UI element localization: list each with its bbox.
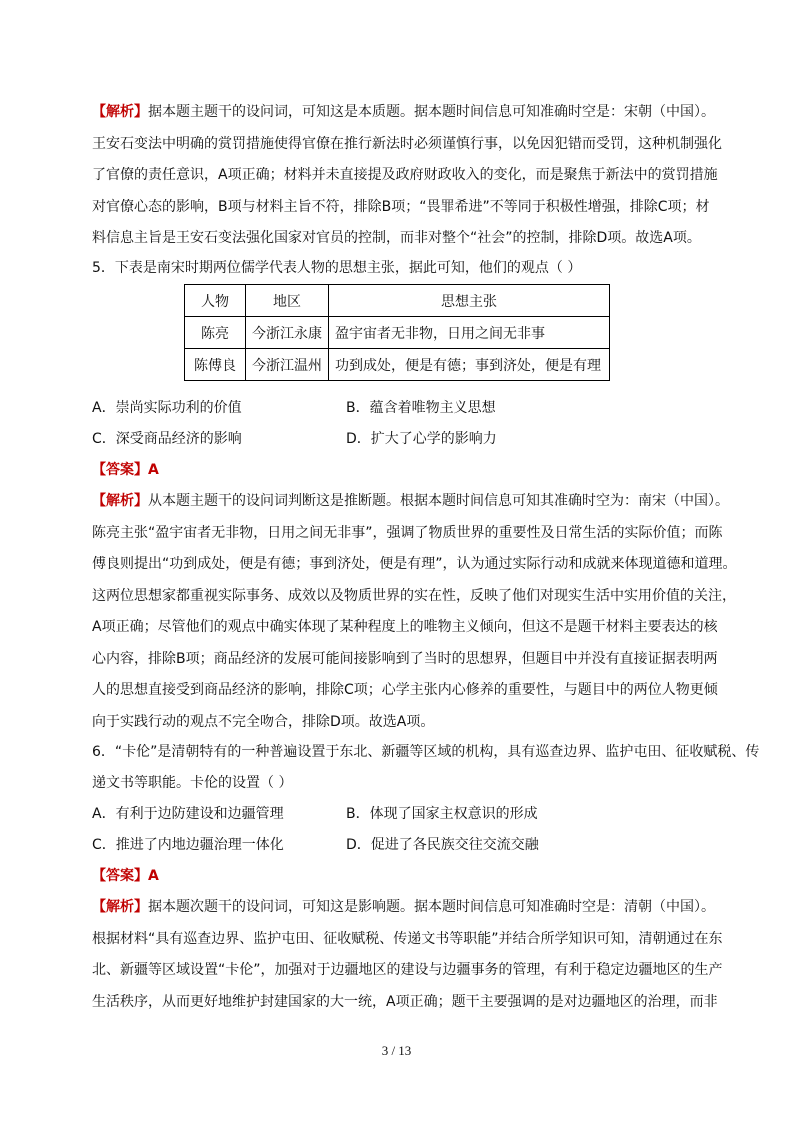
table-cell: 盈宇宙者无非物，日用之间无非事 [329, 317, 610, 349]
analysis-q6 [92, 892, 732, 1018]
question-5-stem: 5．下表是南宋时期两位儒学代表人物的思想主张，据此可知，他们的观点（ ） [92, 260, 582, 276]
table-cell: 功到成处，便是有德；事到济处，便是有理 [329, 349, 610, 381]
table-header-cell: 思想主张 [329, 285, 610, 317]
analysis-line: 王安石变法中明确的赏罚措施使得官僚在推行新法时必须谨慎行事，以免因犯错而受罚，这种机制强化 [92, 135, 722, 152]
analysis-line: 生活秩序，从而更好地维护封建国家的大一统，A项正确；题干主要强调的是对边疆地区的治理，而非 [92, 993, 718, 1010]
question-5-options [92, 393, 692, 455]
table-cell: 今浙江温州 [246, 349, 329, 381]
analysis-line: 对官僚心态的影响，B项与材料主旨不符，排除B项；“畏罪希进”不等同于积极性增强，排除C项；材 [92, 198, 710, 215]
stem-line: 6．“卡伦”是清朝特有的一种普遍设置于东北、新疆等区域的机构，具有巡查边界、监护屯田、征收赋税、传 [92, 744, 760, 760]
question-6-answer [92, 861, 732, 893]
table-header-cell: 地区 [246, 285, 329, 317]
analysis-q5 [92, 486, 737, 738]
analysis-line: 心内容，排除B项；商品经济的发展可能间接影响到了当时的思想界，但题目中并没有直接证据表明两 [92, 650, 718, 667]
table-header-row [185, 285, 610, 317]
table-cell: 今浙江永康 [246, 317, 329, 349]
answer-label: 【答案】A [92, 462, 159, 478]
analysis-line: 向于实践行动的观点不完全吻合，排除D项。故选A项。 [92, 713, 435, 730]
option-a: A．崇尚实际功利的价值 [92, 400, 242, 416]
table-header-cell: 人物 [185, 285, 246, 317]
thinkers-table [184, 284, 610, 381]
option-a: A．有利于边防建设和边疆管理 [92, 806, 284, 822]
analysis-line: 据本题主题干的设问词，可知这是本质题。据本题时间信息可知准确时空是：宋朝（中国）。 [148, 104, 715, 120]
analysis-tag: 【解析】 [92, 104, 148, 120]
analysis-tag: 【解析】 [92, 493, 148, 509]
analysis-line: 据本题次题干的设问词，可知这是影响题。据本题时间信息可知准确时空是：清朝（中国）。 [148, 899, 715, 915]
analysis-line: 北、新疆等区域设置“卡伦”，加强对于边疆地区的建设与边疆事务的管理，有利于稳定边疆地区的生产 [92, 962, 723, 978]
analysis-line: 陈亮主张“盈宇宙者无非物，日用之间无非事”，强调了物质世界的重要性及日常生活的实际价值；而陈 [92, 524, 723, 541]
option-c: C．推进了内地边疆治理一体化 [92, 837, 284, 853]
stem-line: 递文书等职能。卡伦的设置（ ） [92, 775, 293, 791]
analysis-line: 根据材料“具有巡查边界、监护屯田、征收赋税、传递文书等职能”并结合所学知识可知，清朝通过在东 [92, 930, 723, 947]
analysis-line: 这两位思想家都重视实际事务、成效以及物质世界的实在性，反映了他们对现实生活中实用价值的关注， [92, 587, 736, 604]
analysis-line: 人的思想直接受到商品经济的影响，排除C项；心学主张内心修养的重要性，与题目中的两位人物更倾 [92, 682, 718, 698]
analysis-line: 料信息主旨是王安石变法强化国家对官员的控制，而非对整个“社会”的控制，排除D项。故选A项。 [92, 230, 701, 246]
analysis-line: 了官僚的责任意识，A项正确；材料并未直接提及政府财政收入的变化，而是聚焦于新法中的赏罚措施 [92, 167, 718, 183]
table-cell: 陈傅良 [185, 349, 246, 381]
option-c: C．深受商品经济的影响 [92, 431, 242, 447]
option-b: B．蕴含着唯物主义思想 [346, 400, 496, 416]
analysis-line: 傅良则提出“功到成处，便是有德；事到济处，便是有理”，认为通过实际行动和成就来体现道德和道理。 [92, 556, 737, 572]
question-6-stem [92, 737, 760, 799]
question-6-options [92, 799, 692, 861]
analysis-line: 从本题主题干的设问词判断这是推断题。根据本题时间信息可知其准确时空为：南宋（中国）。 [148, 493, 729, 509]
table-row [185, 349, 610, 381]
analysis-line: A项正确；尽管他们的观点中确实体现了某种程度上的唯物主义倾向，但这不是题干材料主要表达的核 [92, 619, 718, 635]
option-b: B．体现了国家主权意识的形成 [346, 806, 538, 822]
analysis-q4 [92, 97, 732, 255]
option-d: D．扩大了心学的影响力 [346, 431, 497, 447]
question-5-answer [92, 455, 732, 487]
table-row [185, 317, 610, 349]
option-d: D．促进了各民族交往交流交融 [346, 837, 539, 853]
answer-label: 【答案】A [92, 868, 159, 884]
analysis-tag: 【解析】 [92, 899, 148, 915]
table-cell: 陈亮 [185, 317, 246, 349]
page-number: 3 / 13 [381, 1043, 412, 1058]
